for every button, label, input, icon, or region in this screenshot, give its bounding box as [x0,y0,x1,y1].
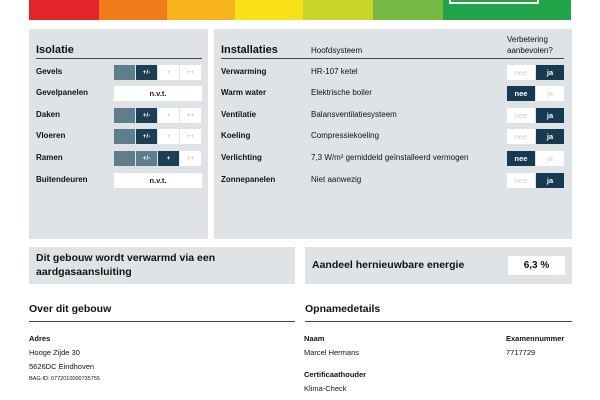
isolatie-rating-segment [114,108,135,123]
energy-band-red [29,0,99,20]
recommend-ja-toggle: ja [536,129,564,144]
isolatie-row-label: Daken [36,110,61,119]
isolatie-row-value: n.v.t. [114,173,202,188]
address-street: Hooge Zijde 30 [29,348,80,357]
recommend-ja-toggle: ja [536,173,564,188]
recommend-nee-toggle: nee [507,129,535,144]
installatie-row-label: Verlichting [221,153,262,162]
isolatie-title: Isolatie [36,44,74,56]
bag-id: BAG-ID: 0772010000735755 [29,376,100,382]
about-title: Over dit gebouw [29,303,112,315]
isolatie-title-rule [36,58,202,59]
installatie-row-system: HR-107 ketel [311,67,358,76]
recommend-nee-toggle: nee [507,108,535,123]
isolatie-rating-segment: +/- [136,151,157,166]
about-title-rule [29,321,295,322]
isolatie-rating-segment: +/- [136,65,157,80]
installatie-row-system: Niet aanwezig [311,175,362,184]
recommend-ja-toggle: ja [536,108,564,123]
gas-connection-box [29,247,295,284]
adres-label: Adres [29,334,51,343]
cert-label: Certificaathouder [304,370,367,379]
isolatie-row-value: n.v.t. [114,86,202,101]
exam-label: Examennummer [506,334,565,343]
installatie-row-label: Verwarming [221,67,267,76]
isolatie-rating-segment: ++ [180,65,201,80]
address-city: 5626DC Eindhoven [29,362,95,371]
isolatie-rating-segment: + [158,108,179,123]
gas-text-line1: Dit gebouw wordt verwarmd via een [36,252,216,264]
isolatie-rating-segment: +/- [136,108,157,123]
isolatie-rating-segment: + [158,151,179,166]
energy-band-green [373,0,443,20]
isolatie-rating-segment [114,65,135,80]
isolatie-row-label: Buitendeuren [36,175,88,184]
renewable-label: Aandeel hernieuwbare energie [312,259,465,271]
isolatie-rating-segment: ++ [180,151,201,166]
isolatie-rating-segment [114,129,135,144]
isolatie-rating-segment [114,151,135,166]
gas-text-line2: aardgasaansluiting [36,266,132,278]
recommend-ja-toggle: ja [536,65,564,80]
isolatie-rating-segment: + [158,65,179,80]
recommend-nee-toggle: nee [507,86,535,101]
recommend-nee-toggle: nee [507,65,535,80]
recommend-nee-toggle: nee [507,151,535,166]
active-class-marker [449,0,539,4]
renewable-energy-box [305,247,572,284]
isolatie-row-label: Gevelpanelen [36,88,89,97]
installatie-row-system: Elektrische boiler [311,88,372,97]
verbetering-header-line1: Verbetering [507,35,548,44]
isolatie-row-label: Vloeren [36,131,66,140]
installatie-row-label: Zonnepanelen [221,175,276,184]
isolatie-rating-segment: ++ [180,108,201,123]
opname-title: Opnamedetails [305,303,381,315]
verbetering-header-line2: aanbevolen? [507,46,553,55]
energy-band-yellow [235,0,303,20]
installatie-row-label: Ventilatie [221,110,257,119]
renewable-value: 6,3 % [508,256,565,275]
recommend-ja-toggle: ja [536,86,564,101]
installatie-row-label: Warm water [221,88,267,97]
isolatie-rating-segment: + [158,129,179,144]
isolatie-row-label: Ramen [36,153,63,162]
energy-band-darkgreen-active [443,0,571,20]
installaties-title-rule [221,58,564,59]
hoofdsysteem-header: Hoofdsysteem [311,46,363,55]
installatie-row-label: Koeling [221,131,251,140]
energy-band-lime [303,0,373,20]
cert-value: Klima-Check [304,384,347,393]
energy-band-amber [167,0,235,20]
recommend-ja-toggle: ja [536,151,564,166]
installatie-row-system: Compressiekoeling [311,131,380,140]
recommend-nee-toggle: nee [507,173,535,188]
installaties-title: Installaties [221,44,278,56]
isolatie-rating-segment: +/- [136,129,157,144]
installatie-row-system: Balansventilatiesysteem [311,110,397,119]
isolatie-rating-segment: ++ [180,129,201,144]
naam-label: Naam [304,334,325,343]
energy-band-orange [99,0,167,20]
exam-value: 7717729 [506,348,536,357]
installatie-row-system: 7,3 W/m² gemiddeld geïnstalleerd vermogen [311,153,469,162]
naam-value: Marcel Hermans [304,348,360,357]
isolatie-row-label: Gevels [36,67,63,76]
opname-title-rule [305,321,572,322]
